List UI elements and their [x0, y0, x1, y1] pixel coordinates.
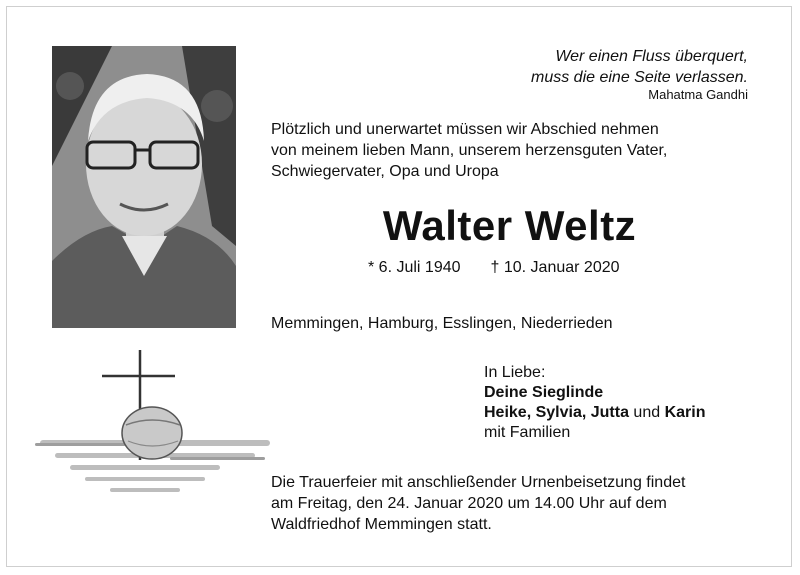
- intro-line-3: Schwiegervater, Opa und Uropa: [271, 163, 499, 180]
- funeral-line-1: Die Trauerfeier mit anschließender Urnenbeisetzung findet: [271, 474, 686, 491]
- funeral-info: [271, 472, 748, 535]
- intro-line-2: von meinem lieben Mann, unserem herzensguten Vater,: [271, 142, 668, 159]
- mourner-wife: Deine Sieglinde: [484, 384, 604, 401]
- quote-author: Mahatma Gandhi: [648, 87, 748, 102]
- quote: [531, 46, 748, 88]
- mourners-heading: In Liebe:: [484, 364, 546, 381]
- cross-and-urn-icon: [30, 345, 275, 505]
- birth-date: * 6. Juli 1940: [368, 259, 461, 276]
- life-dates: [368, 258, 620, 278]
- death-date: † 10. Januar 2020: [490, 259, 620, 276]
- intro-line-1: Plötzlich und unerwartet müssen wir Abschied nehmen: [271, 121, 659, 138]
- deceased-name: Walter Weltz: [382, 202, 637, 249]
- last-child-name: Karin: [664, 404, 706, 421]
- quote-line-2: muss die eine Seite verlassen.: [531, 69, 748, 86]
- mourner-families: mit Familien: [484, 424, 571, 441]
- mourner-children: [484, 403, 705, 423]
- portrait-photo: [52, 46, 236, 328]
- funeral-line-3: Waldfriedhof Memmingen statt.: [271, 516, 492, 533]
- children-names: Heike, Sylvia, Jutta: [484, 404, 629, 421]
- places: Memmingen, Hamburg, Esslingen, Niederrieden: [271, 315, 613, 332]
- mourners: [484, 363, 705, 443]
- funeral-line-2: am Freitag, den 24. Januar 2020 um 14.00 Uhr auf dem: [271, 495, 667, 512]
- quote-line-1: Wer einen Fluss überquert,: [555, 48, 748, 65]
- children-connector: und: [633, 404, 661, 421]
- intro-text: [271, 119, 748, 182]
